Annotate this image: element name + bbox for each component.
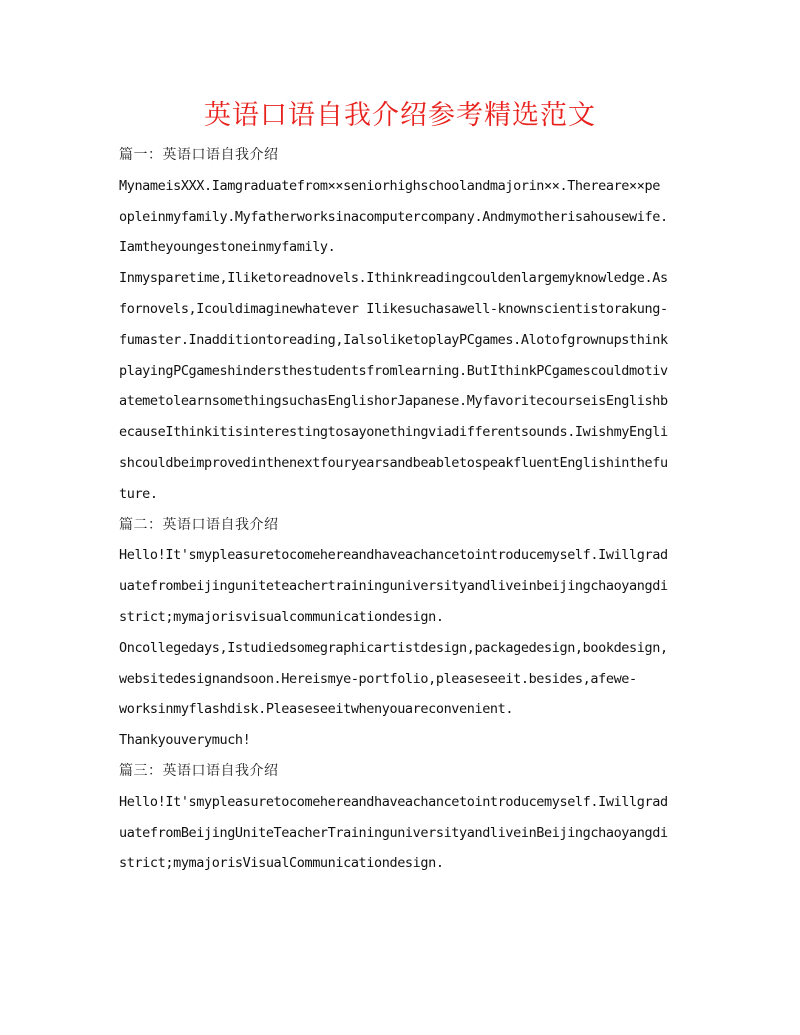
section-heading: 篇二：英语口语自我介绍 [119,516,279,533]
text-line: atemetolearnsomethingsuchasEnglishorJapanese.MyfavoritecourseisEnglishb [119,393,668,410]
section-heading: 篇三：英语口语自我介绍 [119,762,279,779]
text-line: uatefrombeijinguniteteachertraininguniversityandliveinbeijingchaoyangdi [119,578,668,595]
text-line: fornovels,Icouldimaginewhatever Ilikesuchasawell-knownscientistorakung- [119,300,668,317]
text-line: websitedesignandsoon.Hereismye-portfolio,pleaseseeit.besides,afewe- [119,670,637,687]
text-line: ecauseIthinkitisinterestingtosayonethingviadifferentsounds.IwishmyEngli [119,424,668,441]
section-heading: 篇一：英语口语自我介绍 [119,147,279,163]
text-line: Hello!It'smypleasuretocomehereandhaveachancetointroducemyself.Iwillgrad [119,793,668,810]
text-line: Iamtheyoungestoneinmyfamily. [119,239,336,256]
text-line: Inmysparetime,Iliketoreadnovels.Ithinkreadingcouldenlargemyknowledge.As [119,270,668,287]
text-line: uatefromBeijingUniteTeacherTraininguniversityandliveinBeijingchaoyangdi [119,824,668,841]
text-line: fumaster.Inadditiontoreading,IalsoliketoplayPCgames.Alotofgrownupsthink [119,331,668,348]
text-line: MynameisXXX.Iamgraduatefrom××seniorhighschoolandmajorin××.Thereare××pe [119,177,660,194]
text-line: ture. [119,485,158,502]
text-line: strict;mymajorisvisualcommunicationdesign. [119,608,444,625]
document-title: 英语口语自我介绍参考精选范文 [204,100,596,131]
text-line: worksinmyflashdisk.Pleaseseeitwhenyouareconvenient. [119,701,514,718]
text-line: Hello!It'smypleasuretocomehereandhaveachancetointroducemyself.Iwillgrad [119,547,668,564]
text-line: playingPCgameshindersthestudentsfromlearning.ButIthinkPCgamescouldmotiv [119,362,668,379]
document-body [119,140,681,879]
text-line: Oncollegedays,Istudiedsomegraphicartistdesign,packagedesign,bookdesign, [119,639,668,656]
text-line: shcouldbeimprovedinthenextfouryearsandbeabletospeakfluentEnglishinthefu [119,454,668,471]
text-line: Thankyouverymuch! [119,732,251,749]
text-line: opleinmyfamily.Myfatherworksinacomputercompany.Andmymotherisahousewife. [119,208,668,225]
text-line: strict;mymajorisVisualCommunicationdesign. [119,855,444,872]
